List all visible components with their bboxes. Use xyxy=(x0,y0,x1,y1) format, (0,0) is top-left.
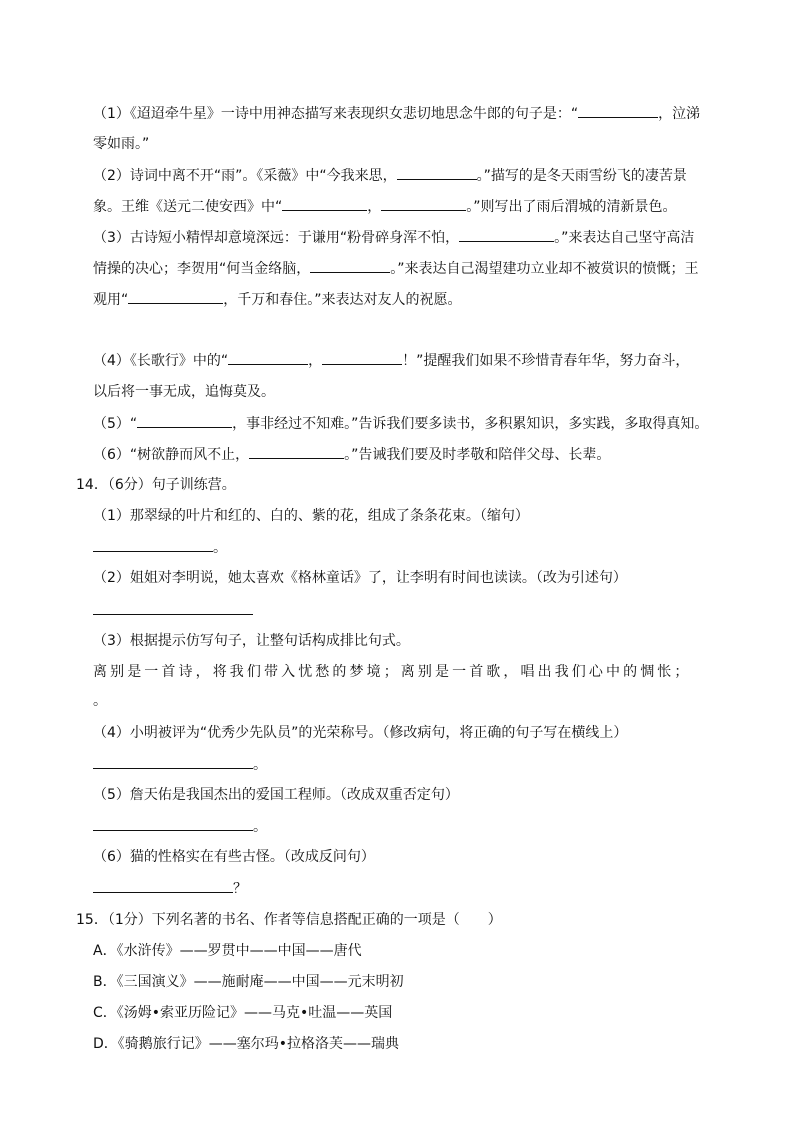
q13-1-text-cont: 零如雨。” xyxy=(93,136,150,152)
comma: ， xyxy=(308,353,323,369)
q13-2-text-tail2: 。”则写出了雨后渭城的清新景色。 xyxy=(466,199,677,215)
q13-4-text-cont: 以后将一事无成，追悔莫及。 xyxy=(93,384,275,400)
q13-4-line-1 xyxy=(93,350,689,371)
q13-5-line-real xyxy=(93,413,708,434)
q13-4-text-tail: ！”提醒我们如果不珍惜青春年华，努力奋斗， xyxy=(402,353,690,369)
answer-blank[interactable] xyxy=(93,537,213,552)
q14-1-text: （1）那翠绿的叶片和红的、白的、紫的花，组成了条条花束。（缩句） xyxy=(93,508,529,524)
answer-blank[interactable] xyxy=(282,196,367,211)
period: 。 xyxy=(253,819,267,835)
option-a-text: A．《水浒传》——罗贯中——中国——唐代 xyxy=(93,943,362,959)
q14-3-prompt-text: 离别是一首诗，将我们带入忧愁的梦境；离别是一首歌，唱出我们心中的惆怅； xyxy=(93,664,692,680)
q13-2-text: （2）诗词中离不开“雨”。《采薇》中“今我来思， xyxy=(93,168,397,184)
period: 。 xyxy=(253,757,267,773)
q14-5-text: （5）詹天佑是我国杰出的爱国工程师。（改成双重否定句） xyxy=(93,787,459,803)
period: 。 xyxy=(213,540,227,556)
answer-blank[interactable] xyxy=(93,816,253,831)
q13-4-line-2 xyxy=(93,382,275,402)
q14-3-text: （3）根据提示仿写句子，让整句话构成排比句式。 xyxy=(93,633,410,649)
q13-2-line-1 xyxy=(93,165,687,186)
q13-3-line-1 xyxy=(93,227,694,248)
q14-6-line xyxy=(93,847,375,867)
comma: ， xyxy=(367,199,382,215)
period: 。 xyxy=(93,693,107,709)
q13-3-text-cont2: 观用“ xyxy=(93,292,129,308)
q13-5-text-tail: ，事非经过不知难。”告诉我们要多读书，多积累知识，多实践，多取得真知。 xyxy=(232,416,709,432)
answer-blank[interactable] xyxy=(137,413,232,428)
q14-2-text: （2）姐姐对李明说，她太喜欢《格林童话》了，让李明有时间也读读。（改为引述句） xyxy=(93,570,627,586)
q14-2-line xyxy=(93,568,627,588)
option-b-text: B．《三国演义》——施耐庵——中国——元末明初 xyxy=(93,974,404,990)
answer-blank[interactable] xyxy=(322,350,402,365)
option-c-text: C．《汤姆•索亚历险记》——马克•吐温——英国 xyxy=(93,1005,393,1021)
q13-1-text-tail: ，泣涕 xyxy=(658,106,701,122)
q14-2-answer xyxy=(93,600,253,621)
question-mark: ？ xyxy=(233,881,247,897)
q14-5-line xyxy=(93,785,459,805)
q13-3-text-tail: 。”来表达自己坚守高洁 xyxy=(554,230,695,246)
answer-blank[interactable] xyxy=(128,289,223,304)
q13-4-text: （4）《长歌行》中的“ xyxy=(93,353,229,369)
q14-5-answer xyxy=(93,816,267,837)
q13-2-text-tail: 。”描写的是冬天雨雪纷飞的凄苦景 xyxy=(476,168,687,184)
q13-3-text-tail2: 。”来表达自己渴望建功立业却不被赏识的愤慨；王 xyxy=(390,261,699,277)
q13-1-text: （1）《迢迢牵牛星》一诗中用神态描写来表现织女悲切地思念牛郎的句子是：“ xyxy=(93,106,579,122)
option-d-text: D．《骑鹅旅行记》——塞尔玛•拉格洛芙——瑞典 xyxy=(93,1036,400,1052)
q14-4-answer xyxy=(93,754,267,775)
answer-blank[interactable] xyxy=(578,103,658,118)
answer-blank[interactable] xyxy=(459,227,554,242)
q13-2-line-2 xyxy=(93,196,677,217)
q14-1-answer xyxy=(93,537,227,558)
q13-5-text: （5）“ xyxy=(93,416,138,432)
q14-3-answer xyxy=(93,691,107,711)
q13-2-text-cont: 象。王维《送元二使安西》中“ xyxy=(93,199,283,215)
answer-blank[interactable] xyxy=(93,600,253,615)
q13-6-text-tail: 。”告诫我们要及时孝敬和陪伴父母、长辈。 xyxy=(344,447,611,463)
answer-blank[interactable] xyxy=(93,878,233,893)
q15-option-d[interactable] xyxy=(93,1034,399,1054)
q15-heading xyxy=(76,910,502,930)
q14-4-text: （4）小明被评为“优秀少先队员”的光荣称号。（修改病句，将正确的句子写在横线上） xyxy=(93,725,628,741)
q13-3-line-3 xyxy=(93,289,462,310)
q13-6-text: （6）“树欲静而风不止， xyxy=(93,447,250,463)
q13-3-text-tail3: ，千万和春住。”来表达对友人的祝愿。 xyxy=(223,292,462,308)
q13-1-line-1 xyxy=(93,103,700,124)
q13-3-line-2 xyxy=(93,258,699,279)
answer-blank[interactable] xyxy=(228,350,308,365)
q14-heading xyxy=(76,475,236,495)
q13-1-line-2 xyxy=(93,134,149,154)
answer-blank[interactable] xyxy=(93,754,253,769)
answer-blank[interactable] xyxy=(397,165,477,180)
answer-blank[interactable] xyxy=(310,258,390,273)
q14-title: 14．（6分）句子训练营。 xyxy=(76,477,236,493)
answer-blank[interactable] xyxy=(249,444,344,459)
q15-title: 15．（1分）下列名著的书名、作者等信息搭配正确的一项是（ ） xyxy=(76,912,502,928)
q15-option-b[interactable] xyxy=(93,972,404,992)
q13-3-text-cont: 情操的决心；李贺用“何当金络脑， xyxy=(93,261,311,277)
q14-4-line xyxy=(93,723,627,743)
q14-1-line xyxy=(93,506,529,526)
q14-6-answer xyxy=(93,878,247,899)
answer-blank[interactable] xyxy=(381,196,466,211)
q13-6-line xyxy=(93,444,610,465)
q14-6-text: （6）猫的性格实在有些古怪。（改成反问句） xyxy=(93,849,375,865)
q14-3-line xyxy=(93,631,410,651)
q15-option-c[interactable] xyxy=(93,1003,392,1023)
q13-3-text: （3）古诗短小精悍却意境深远：于谦用“粉骨碎身浑不怕， xyxy=(93,230,460,246)
q15-option-a[interactable] xyxy=(93,941,362,961)
q14-3-prompt xyxy=(93,662,692,682)
